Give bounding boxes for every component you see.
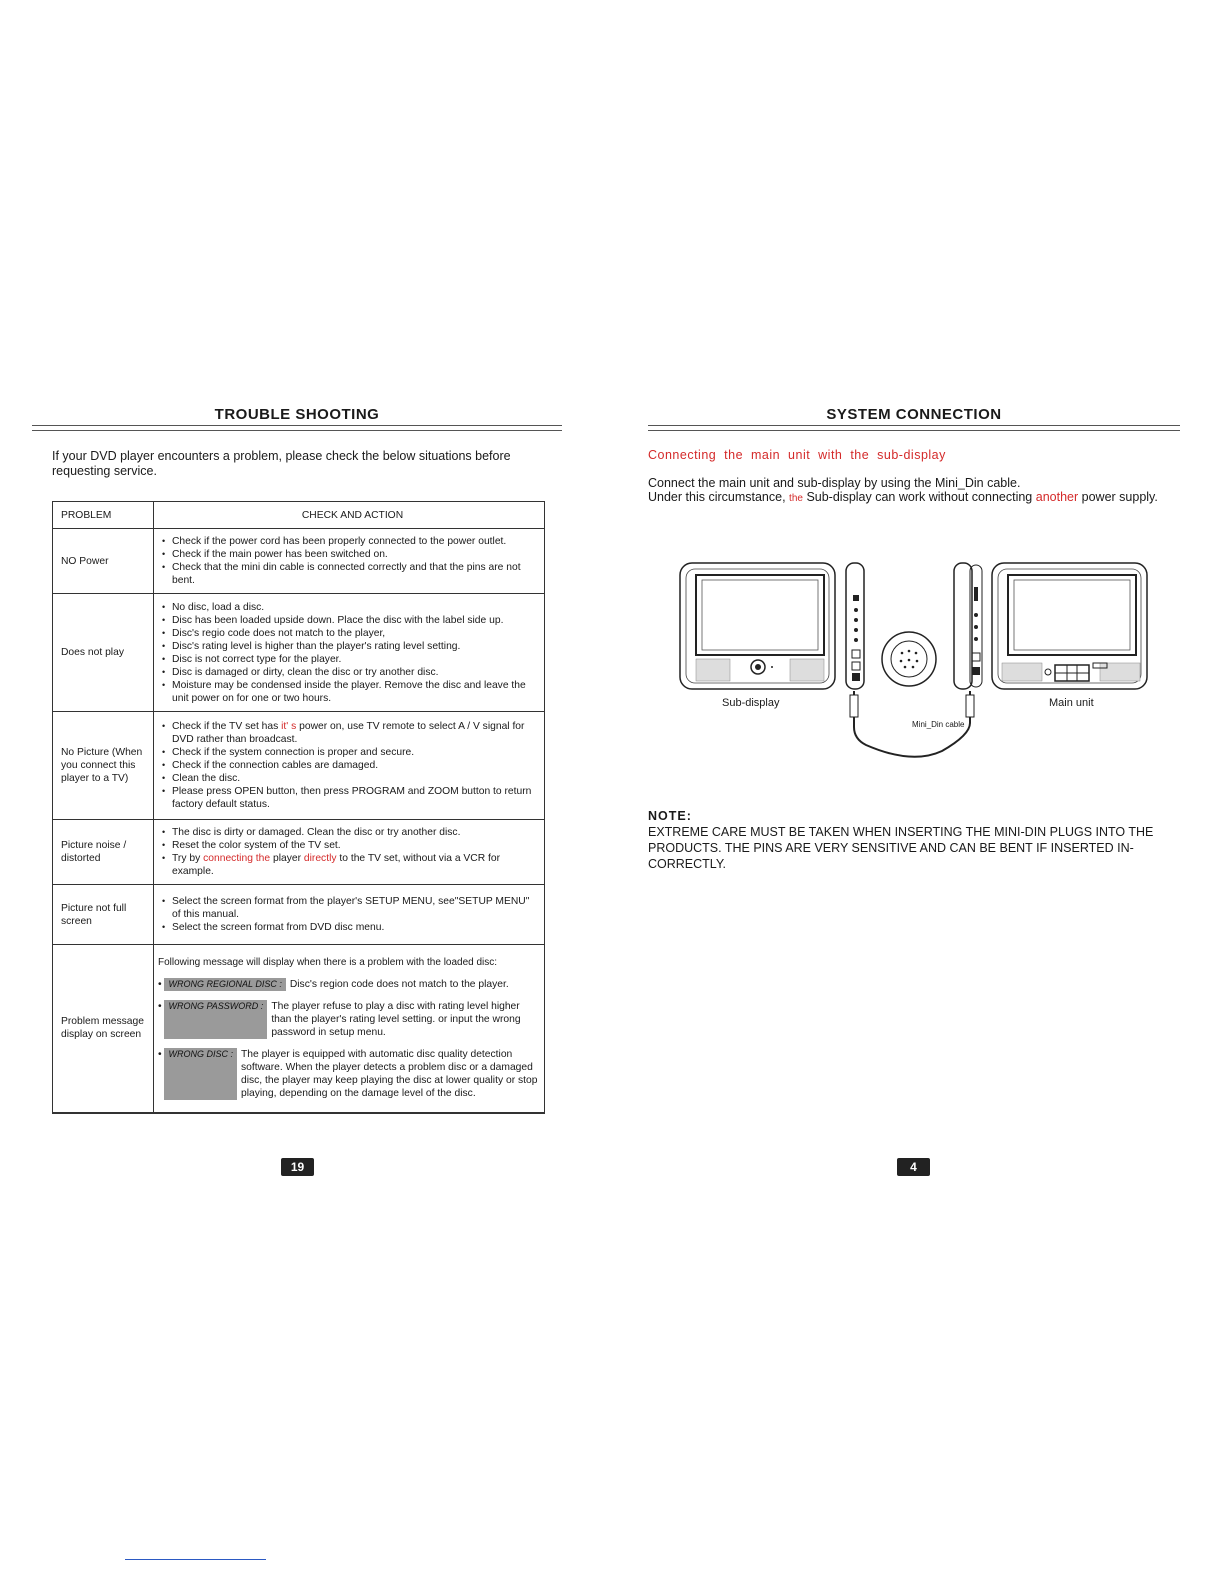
para-text-highlight: the [789, 493, 803, 504]
action-text: Check if the TV set has [172, 721, 279, 732]
action-item: • Disc's regio code does not match to the player, [162, 627, 538, 640]
action-item: • Clean the disc. [162, 772, 538, 785]
problem-cell: Does not play [53, 594, 154, 712]
connection-diagram [672, 555, 1156, 770]
action-item: • Check if the power cord has been properly connected to the power outlet. [162, 535, 538, 548]
right-paragraph-line [648, 490, 1158, 506]
message-item [158, 1048, 540, 1100]
message-item [158, 1000, 540, 1039]
action-item: • Disc is damaged or dirty, clean the disc or try another disc. [162, 666, 538, 679]
problem-cell: NO Power [53, 529, 154, 594]
right-subtitle: Connecting the main unit with the sub-display [648, 448, 946, 462]
action-text: player [272, 853, 302, 864]
para-text-highlight: another [1035, 490, 1079, 504]
action-item: • Select the screen format from the player's SETUP MENU, see"SETUP MENU" of this manual. [162, 895, 538, 921]
mini-din-connector-detail [882, 632, 936, 686]
action-cell [154, 529, 545, 594]
header-check-action: CHECK AND ACTION [154, 502, 545, 529]
problem-cell: No Picture (When you connect this player to a TV) [53, 712, 154, 820]
left-page-number: 19 [281, 1158, 314, 1176]
para-text: Under this circumstance, [648, 490, 786, 504]
message-tag: WRONG REGIONAL DISC : [164, 978, 285, 991]
note-text: EXTREME CARE MUST BE TAKEN WHEN INSERTING THE MINI-DIN PLUGS INTO THE PRODUCTS. THE PINS ARE VERY SENSITIVE AND CAN BE BENT IF INSERTED IN-CORRECTLY. [648, 825, 1154, 871]
action-cell [154, 594, 545, 712]
action-text-highlight: it' s [281, 721, 297, 732]
right-paragraph-line: Connect the main unit and sub-display by using the Mini_Din cable. [648, 476, 1021, 490]
action-item: • Reset the color system of the TV set. [162, 839, 538, 852]
action-cell [154, 712, 545, 820]
action-text-highlight: connecting the [203, 853, 271, 864]
table-row [53, 529, 545, 594]
right-page-title: SYSTEM CONNECTION [826, 406, 1002, 423]
action-item: • Disc's rating level is higher than the player's rating level setting. [162, 640, 538, 653]
message-tag: WRONG PASSWORD : [164, 1000, 267, 1039]
action-item: • Check that the mini din cable is connected correctly and that the pins are not bent. [162, 561, 538, 587]
action-text-highlight: directly [303, 853, 337, 864]
message-bullet: • [158, 1001, 165, 1013]
main-unit-side [954, 563, 982, 689]
message-text: The player refuse to play a disc with rating level higher than the player's rating level setting. or input the wrong password in setup menu. [271, 1001, 521, 1039]
sub-display-label: Sub-display [722, 697, 780, 709]
message-bullet: • [158, 1049, 165, 1061]
action-item: • Disc has been loaded upside down. Place the disc with the label side up. [162, 614, 538, 627]
action-text: Try by [172, 853, 201, 864]
message-item [158, 978, 540, 991]
action-text: to the TV set, without via a VCR for example. [172, 853, 501, 877]
right-paragraph [648, 476, 1158, 506]
para-text: power supply. [1081, 490, 1158, 504]
table-row [53, 712, 545, 820]
table-row [53, 885, 545, 945]
sub-display-illustration [680, 563, 835, 689]
action-cell [154, 820, 545, 885]
footer-link-line [125, 1559, 266, 1560]
header-problem: PROBLEM [53, 502, 154, 529]
action-item: • Check if the main power has been switched on. [162, 548, 538, 561]
sub-display-side [846, 563, 864, 689]
main-unit-label: Main unit [1049, 697, 1094, 709]
action-item: • No disc, load a disc. [162, 601, 538, 614]
left-title-rule [32, 425, 562, 431]
table-row [53, 594, 545, 712]
action-item [162, 852, 538, 878]
action-item: • Disc is not correct type for the player. [162, 653, 538, 666]
action-cell [154, 945, 545, 1113]
para-text: Sub-display can work without connecting [806, 490, 1033, 504]
message-text: The player is equipped with automatic disc quality detection software. When the player detects a problem disc or a damaged disc, the player may keep playing the disc at lower quality or stop playing, depending on the damage level of the disc. [240, 1049, 538, 1100]
action-item: • Please press OPEN button, then press PROGRAM and ZOOM button to return factory default status. [162, 785, 538, 811]
table-row [53, 945, 545, 1113]
action-item: • Select the screen format from DVD disc menu. [162, 921, 538, 934]
problem-cell: Problem message display on screen [53, 945, 154, 1113]
right-title-rule [648, 425, 1180, 431]
action-item [162, 720, 538, 746]
problem-cell: Picture not full screen [53, 885, 154, 945]
problem-cell: Picture noise / distorted [53, 820, 154, 885]
table-row [53, 820, 545, 885]
action-item: • Check if the connection cables are damaged. [162, 759, 538, 772]
action-item: • Check if the system connection is proper and secure. [162, 746, 538, 759]
left-page-title: TROUBLE SHOOTING [214, 406, 380, 423]
action-item: • The disc is dirty or damaged. Clean the disc or try another disc. [162, 826, 538, 839]
message-tag: WRONG DISC : [164, 1048, 237, 1100]
note-title: NOTE: [648, 809, 692, 823]
message-bullet: • [158, 979, 165, 991]
main-unit-illustration [992, 563, 1147, 689]
right-page-number: 4 [897, 1158, 930, 1176]
action-text: power on, use TV remote to select A / V signal for DVD rather than broadcast. [172, 721, 525, 745]
message-intro: Following message will display when there is a problem with the loaded disc: [158, 957, 498, 969]
action-item: • Moisture may be condensed inside the player. Remove the disc and leave the unit power on for one or two hours. [162, 679, 538, 705]
table-header-row [53, 502, 545, 529]
left-intro-text: If your DVD player encounters a problem, please check the below situations before requesting service. [52, 449, 511, 478]
cable-label: Mini_Din cable [912, 720, 965, 729]
message-text: Disc's region code does not match to the player. [289, 979, 509, 991]
troubleshooting-table [52, 501, 545, 1114]
action-cell [154, 885, 545, 945]
